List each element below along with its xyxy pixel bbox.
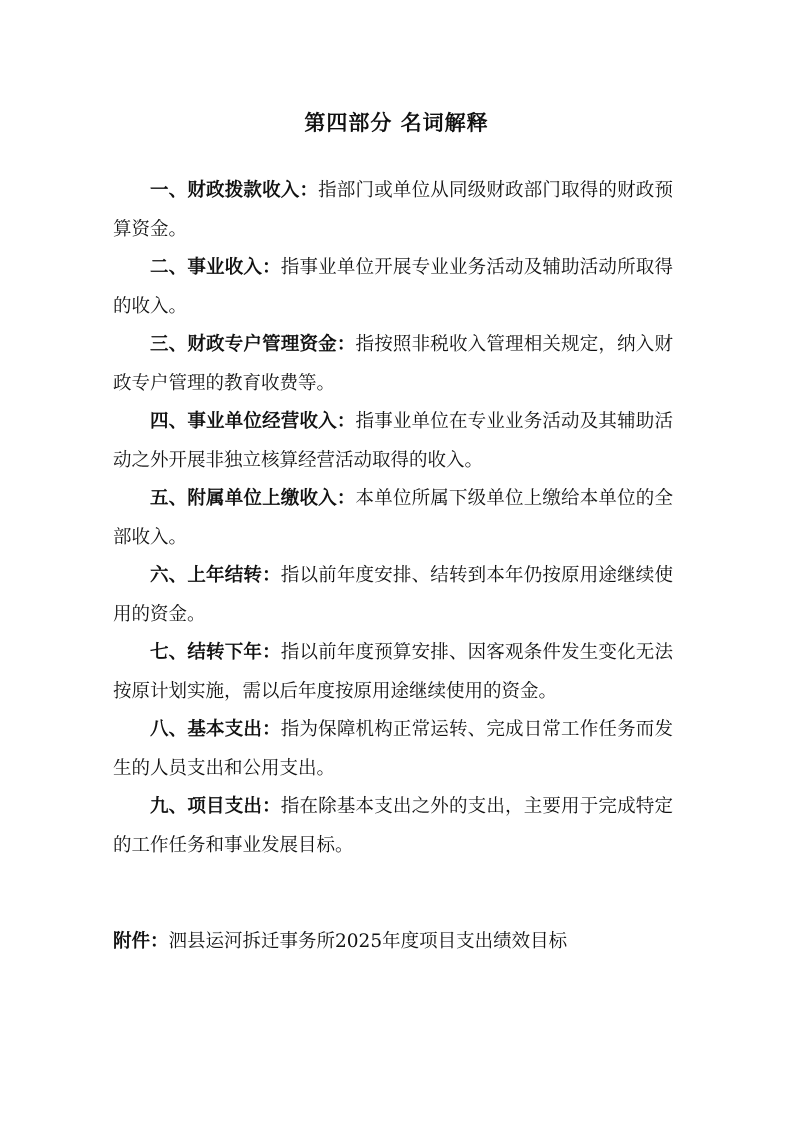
term-name: 九、项目支出： (150, 796, 281, 817)
term-definition: 指为保障机构正常运转、完成日常工作任务而发生的人员支出和公用支出。 (113, 719, 673, 779)
glossary-entry (113, 172, 673, 249)
term-name: 六、上年结转： (150, 565, 281, 586)
glossary-entry (113, 480, 673, 557)
attachment-text: 泗县运河拆迁事务所2025年度项目支出绩效目标 (168, 931, 568, 952)
glossary-entry (113, 403, 673, 480)
glossary-entry (113, 557, 673, 634)
glossary-entry (113, 634, 673, 711)
term-definition: 指以前年度预算安排、因客观条件发生变化无法按原计划实施，需以后年度按原用途继续使用的资金。 (113, 642, 673, 702)
term-name: 三、财政专户管理资金： (150, 334, 356, 355)
term-definition: 指按照非税收入管理相关规定，纳入财政专户管理的教育收费等。 (113, 334, 673, 394)
term-definition: 本单位所属下级单位上缴给本单位的全部收入。 (113, 488, 673, 548)
term-name: 一、财政拨款收入： (150, 180, 319, 201)
term-definition: 指在除基本支出之外的支出，主要用于完成特定的工作任务和事业发展目标。 (113, 796, 673, 856)
term-name: 七、结转下年： (150, 642, 281, 663)
attachment-note (113, 923, 713, 961)
term-definition: 指部门或单位从同级财政部门取得的财政预算资金。 (113, 180, 673, 240)
term-name: 八、基本支出： (150, 719, 281, 740)
term-definition: 指事业单位在专业业务活动及其辅助活动之外开展非独立核算经营活动取得的收入。 (113, 411, 673, 471)
page-title: 第四部分 名词解释 (304, 111, 489, 135)
term-definition: 指事业单位开展专业业务活动及辅助活动所取得的收入。 (113, 257, 673, 317)
attachment-label: 附件： (113, 931, 169, 952)
term-name: 二、事业收入： (150, 257, 281, 278)
glossary-entry (113, 326, 673, 403)
glossary-entry (113, 249, 673, 326)
glossary-entry (113, 788, 673, 865)
glossary-entry (113, 711, 673, 788)
glossary-list (113, 172, 673, 865)
term-name: 四、事业单位经营收入： (150, 411, 356, 432)
term-name: 五、附属单位上缴收入： (150, 488, 356, 509)
term-definition: 指以前年度安排、结转到本年仍按原用途继续使用的资金。 (113, 565, 673, 625)
